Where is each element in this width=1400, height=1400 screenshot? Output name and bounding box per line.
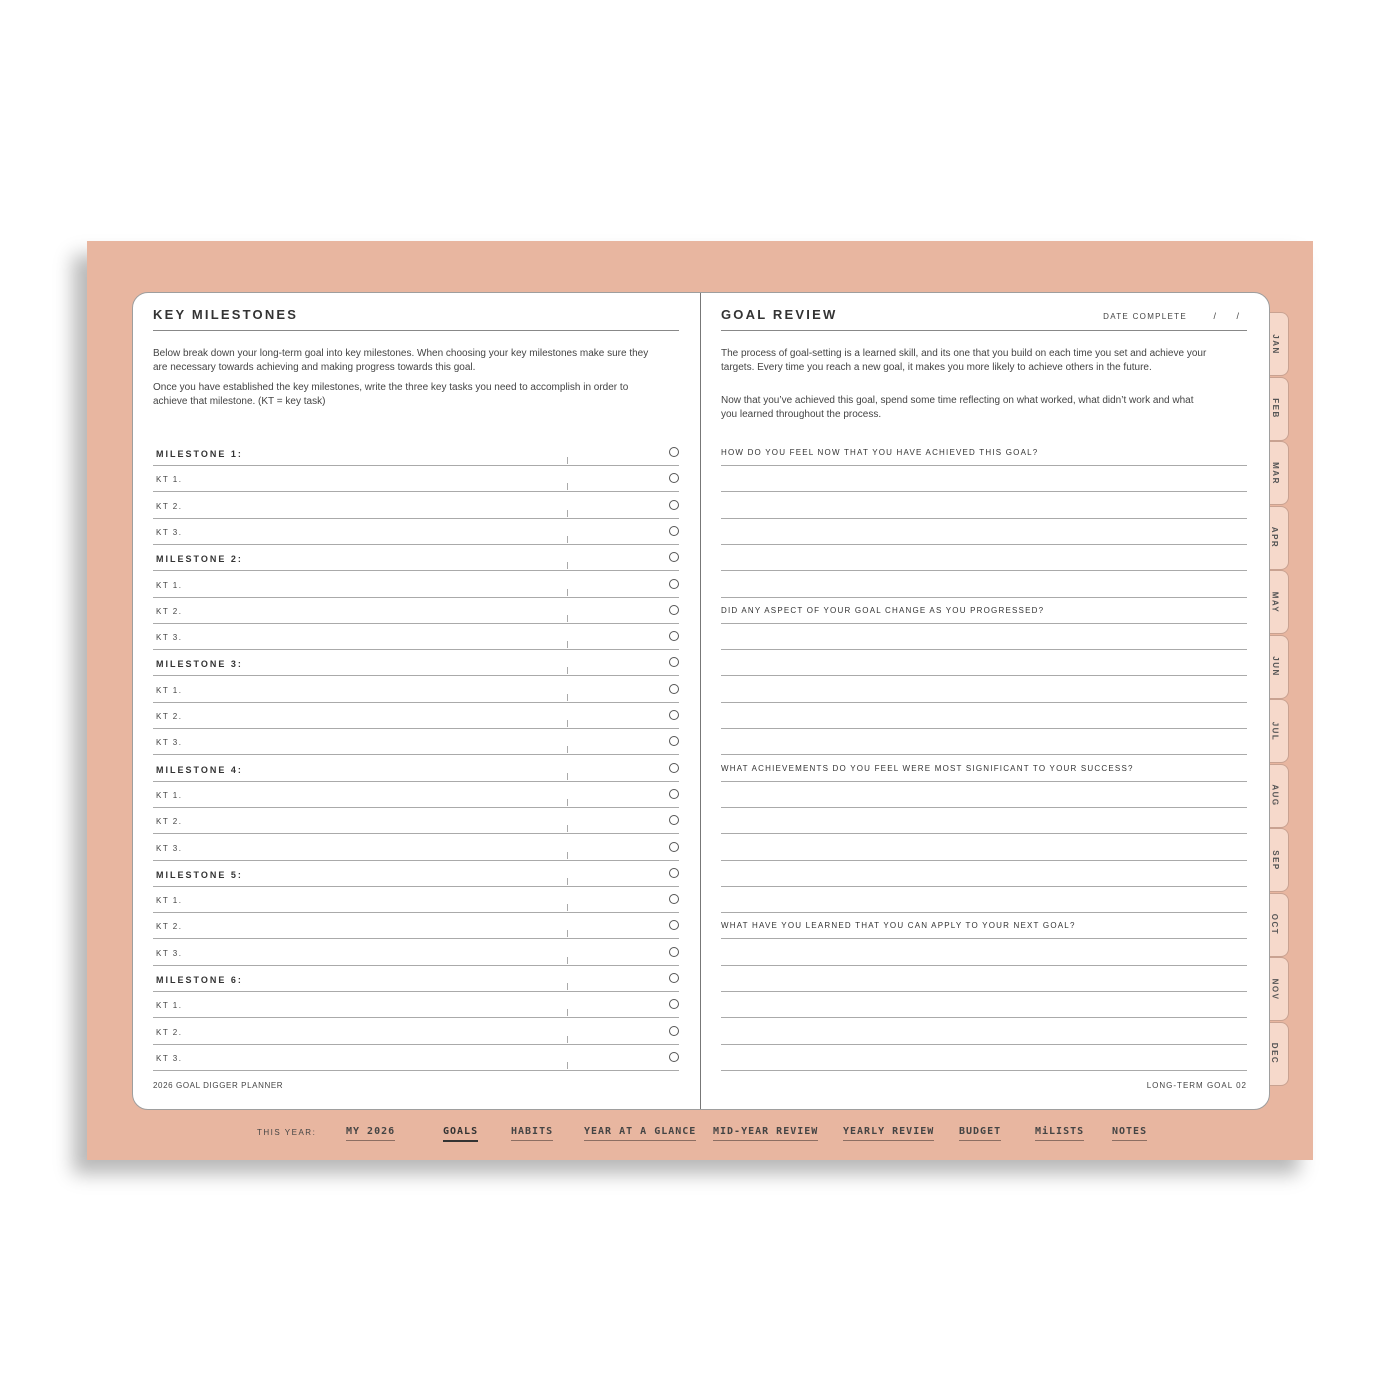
tab-label: JUL: [1270, 721, 1280, 741]
tab-label: NOV: [1270, 978, 1280, 1000]
checkbox-circle[interactable]: [669, 657, 679, 667]
tab-label: JAN: [1270, 333, 1280, 355]
milestone-row[interactable]: [153, 544, 679, 571]
answer-line[interactable]: [721, 939, 1247, 966]
key-task-label: KT 3.: [156, 738, 183, 748]
milestone-row[interactable]: [153, 965, 679, 992]
divider-tick: [567, 930, 568, 937]
key-task-row[interactable]: [153, 571, 679, 598]
checkbox-circle[interactable]: [669, 500, 679, 510]
checkbox-circle[interactable]: [669, 789, 679, 799]
checkbox-circle[interactable]: [669, 815, 679, 825]
tab-label: FEB: [1270, 398, 1280, 419]
key-task-label: KT 1.: [156, 896, 183, 906]
key-task-label: KT 2.: [156, 922, 183, 932]
divider-tick: [567, 878, 568, 885]
key-task-row[interactable]: [153, 1018, 679, 1045]
answer-line[interactable]: [721, 623, 1247, 650]
key-task-row[interactable]: [153, 465, 679, 492]
milestone-label: MILESTONE 4:: [156, 764, 243, 775]
page-title: GOAL REVIEW: [721, 307, 838, 322]
answer-line[interactable]: [721, 860, 1247, 887]
checkbox-circle[interactable]: [669, 736, 679, 746]
key-task-row[interactable]: [153, 702, 679, 729]
reflection-paragraph: Now that you’ve achieved this goal, spend some time reflecting on what worked, what didn’t work and what you learned throughout the process.: [721, 395, 1194, 420]
divider-tick: [567, 983, 568, 990]
key-task-label: KT 1.: [156, 475, 183, 485]
goal-review-page: [721, 293, 1247, 1109]
nav-link-habits[interactable]: HABITS: [511, 1126, 553, 1141]
key-task-label: KT 2.: [156, 501, 183, 511]
nav-link-year-at-a-glance[interactable]: YEAR AT A GLANCE: [584, 1126, 696, 1141]
question-row: [721, 439, 1247, 466]
checkbox-circle[interactable]: [669, 842, 679, 852]
answer-line[interactable]: [721, 518, 1247, 545]
key-task-row[interactable]: [153, 492, 679, 519]
milestone-row[interactable]: [153, 439, 679, 466]
date-complete-label: DATE COMPLETE: [1103, 312, 1187, 321]
key-milestones-page: [153, 293, 679, 1109]
question-row: [721, 912, 1247, 939]
nav-link-budget[interactable]: BUDGET: [959, 1126, 1001, 1141]
divider-tick: [567, 957, 568, 964]
key-task-row[interactable]: [153, 676, 679, 703]
checkbox-circle[interactable]: [669, 684, 679, 694]
checkbox-circle[interactable]: [669, 920, 679, 930]
answer-line[interactable]: [721, 649, 1247, 676]
divider-tick: [567, 562, 568, 569]
key-task-row[interactable]: [153, 518, 679, 545]
key-task-label: KT 3.: [156, 948, 183, 958]
divider-tick: [567, 1009, 568, 1016]
key-task-label: KT 3.: [156, 843, 183, 853]
key-task-row[interactable]: [153, 834, 679, 861]
key-task-row[interactable]: [153, 781, 679, 808]
key-task-label: KT 2.: [156, 712, 183, 721]
divider-tick: [567, 694, 568, 701]
checkbox-circle[interactable]: [669, 710, 679, 720]
date-complete-field[interactable]: / /: [1213, 311, 1239, 321]
checkbox-circle[interactable]: [669, 763, 679, 773]
divider-tick: [567, 904, 568, 911]
key-task-label: KT 1.: [156, 790, 183, 800]
question-row: [721, 755, 1247, 782]
key-task-label: KT 3.: [156, 633, 183, 643]
bottom-navigation: [0, 1126, 1400, 1150]
page-divider: [700, 293, 701, 1109]
tab-label: APR: [1270, 526, 1280, 549]
checkbox-circle[interactable]: [669, 868, 679, 878]
intro-paragraph: Below break down your long-term goal into key milestones. When choosing your key milestones make sure they are necessary towards achieving and making progress towards this goal.: [153, 348, 649, 373]
key-task-label: KT 3.: [156, 527, 183, 537]
answer-line[interactable]: [721, 544, 1247, 571]
answer-line[interactable]: [721, 465, 1247, 492]
key-task-label: KT 2.: [156, 606, 183, 616]
key-task-row[interactable]: [153, 728, 679, 755]
checkbox-circle[interactable]: [669, 999, 679, 1009]
answer-line[interactable]: [721, 702, 1247, 729]
key-task-label: KT 2.: [156, 817, 183, 827]
answer-line[interactable]: [721, 886, 1247, 913]
divider-tick: [567, 510, 568, 517]
question-label: WHAT ACHIEVEMENTS DO YOU FEEL WERE MOST SIGNIFICANT TO YOUR SUCCESS?: [721, 763, 1134, 773]
divider-tick: [567, 773, 568, 780]
intro-paragraph: The process of goal-setting is a learned skill, and its one that you build on each time you set and achieve your targets. Every time you reach a new goal, it makes you more likely to achieve others in the future.: [721, 348, 1207, 373]
key-task-label: KT 1.: [156, 580, 183, 590]
tab-label: AUG: [1270, 784, 1280, 807]
nav-link-milists[interactable]: MiLISTS: [1035, 1126, 1084, 1141]
tab-label: MAR: [1270, 461, 1280, 485]
divider-tick: [567, 799, 568, 806]
key-task-row[interactable]: [153, 623, 679, 650]
checkbox-circle[interactable]: [669, 447, 679, 457]
checkbox-circle[interactable]: [669, 1026, 679, 1036]
checkbox-circle[interactable]: [669, 605, 679, 615]
answer-line[interactable]: [721, 807, 1247, 834]
page-title: KEY MILESTONES: [153, 307, 299, 322]
instruction-paragraph: Once you have established the key milestones, write the three key tasks you need to accomplish in order to achieve that milestone. (KT = key task): [153, 382, 629, 407]
tab-label: DEC: [1270, 1042, 1280, 1065]
divider-tick: [567, 641, 568, 648]
milestone-row[interactable]: [153, 649, 679, 676]
answer-line[interactable]: [721, 728, 1247, 755]
milestone-label: MILESTONE 3:: [156, 659, 243, 670]
question-label: HOW DO YOU FEEL NOW THAT YOU HAVE ACHIEVED THIS GOAL?: [721, 448, 1039, 457]
answer-line[interactable]: [721, 781, 1247, 808]
question-label: DID ANY ASPECT OF YOUR GOAL CHANGE AS YOU PROGRESSED?: [721, 605, 1045, 615]
tab-label: MAY: [1270, 591, 1280, 613]
this-year-label: THIS YEAR:: [257, 1128, 317, 1137]
key-task-label: KT 2.: [156, 1027, 183, 1037]
divider-tick: [567, 720, 568, 727]
nav-link-notes[interactable]: NOTES: [1112, 1126, 1147, 1141]
checkbox-circle[interactable]: [669, 526, 679, 536]
planner-footer: 2026 GOAL DIGGER PLANNER: [153, 1081, 284, 1090]
milestone-row[interactable]: [153, 860, 679, 887]
key-task-label: KT 1.: [156, 685, 183, 695]
checkbox-circle[interactable]: [669, 579, 679, 589]
divider-tick: [567, 483, 568, 490]
checkbox-circle[interactable]: [669, 552, 679, 562]
divider-tick: [567, 825, 568, 832]
question-row: [721, 597, 1247, 624]
answer-line[interactable]: [721, 1044, 1247, 1071]
checkbox-circle[interactable]: [669, 894, 679, 904]
divider-tick: [567, 536, 568, 543]
answer-line[interactable]: [721, 571, 1247, 598]
nav-link-my-2026[interactable]: MY 2026: [346, 1126, 395, 1141]
divider-tick: [567, 615, 568, 622]
title-rule: [153, 330, 679, 331]
answer-line[interactable]: [721, 991, 1247, 1018]
nav-link-yearly-review[interactable]: YEARLY REVIEW: [843, 1126, 934, 1141]
tab-label: OCT: [1270, 913, 1280, 936]
key-task-row[interactable]: [153, 939, 679, 966]
milestone-label: MILESTONE 6:: [156, 975, 243, 985]
checkbox-circle[interactable]: [669, 631, 679, 641]
divider-tick: [567, 667, 568, 674]
milestone-label: MILESTONE 5:: [156, 869, 243, 880]
milestone-label: MILESTONE 1:: [156, 449, 243, 459]
milestone-row[interactable]: [153, 755, 679, 782]
answer-line[interactable]: [721, 676, 1247, 703]
answer-line[interactable]: [721, 834, 1247, 861]
nav-link-mid-year-review[interactable]: MID-YEAR REVIEW: [713, 1126, 818, 1141]
answer-line[interactable]: [721, 492, 1247, 519]
key-task-row[interactable]: [153, 597, 679, 624]
divider-tick: [567, 457, 568, 464]
page-footer: LONG-TERM GOAL 02: [1146, 1081, 1247, 1090]
divider-tick: [567, 1062, 568, 1069]
key-task-row[interactable]: [153, 912, 679, 939]
tab-label: JUN: [1270, 656, 1280, 677]
divider-tick: [567, 1036, 568, 1043]
key-task-row[interactable]: [153, 886, 679, 913]
tab-label: SEP: [1270, 849, 1280, 871]
key-task-label: KT 3.: [156, 1053, 183, 1063]
checkbox-circle[interactable]: [669, 473, 679, 483]
key-task-row[interactable]: [153, 991, 679, 1018]
milestone-label: MILESTONE 2:: [156, 554, 243, 565]
checkbox-circle[interactable]: [669, 1052, 679, 1062]
title-rule: [721, 330, 1247, 331]
key-task-row[interactable]: [153, 807, 679, 834]
divider-tick: [567, 852, 568, 859]
divider-tick: [567, 589, 568, 596]
checkbox-circle[interactable]: [669, 947, 679, 957]
checkbox-circle[interactable]: [669, 973, 679, 983]
planner-spread: [132, 292, 1270, 1110]
key-task-label: KT 1.: [156, 1001, 183, 1011]
answer-line[interactable]: [721, 1018, 1247, 1045]
divider-tick: [567, 746, 568, 753]
answer-line[interactable]: [721, 965, 1247, 992]
key-task-row[interactable]: [153, 1044, 679, 1071]
nav-link-goals[interactable]: GOALS: [443, 1126, 478, 1142]
question-label: WHAT HAVE YOU LEARNED THAT YOU CAN APPLY TO YOUR NEXT GOAL?: [721, 921, 1076, 931]
